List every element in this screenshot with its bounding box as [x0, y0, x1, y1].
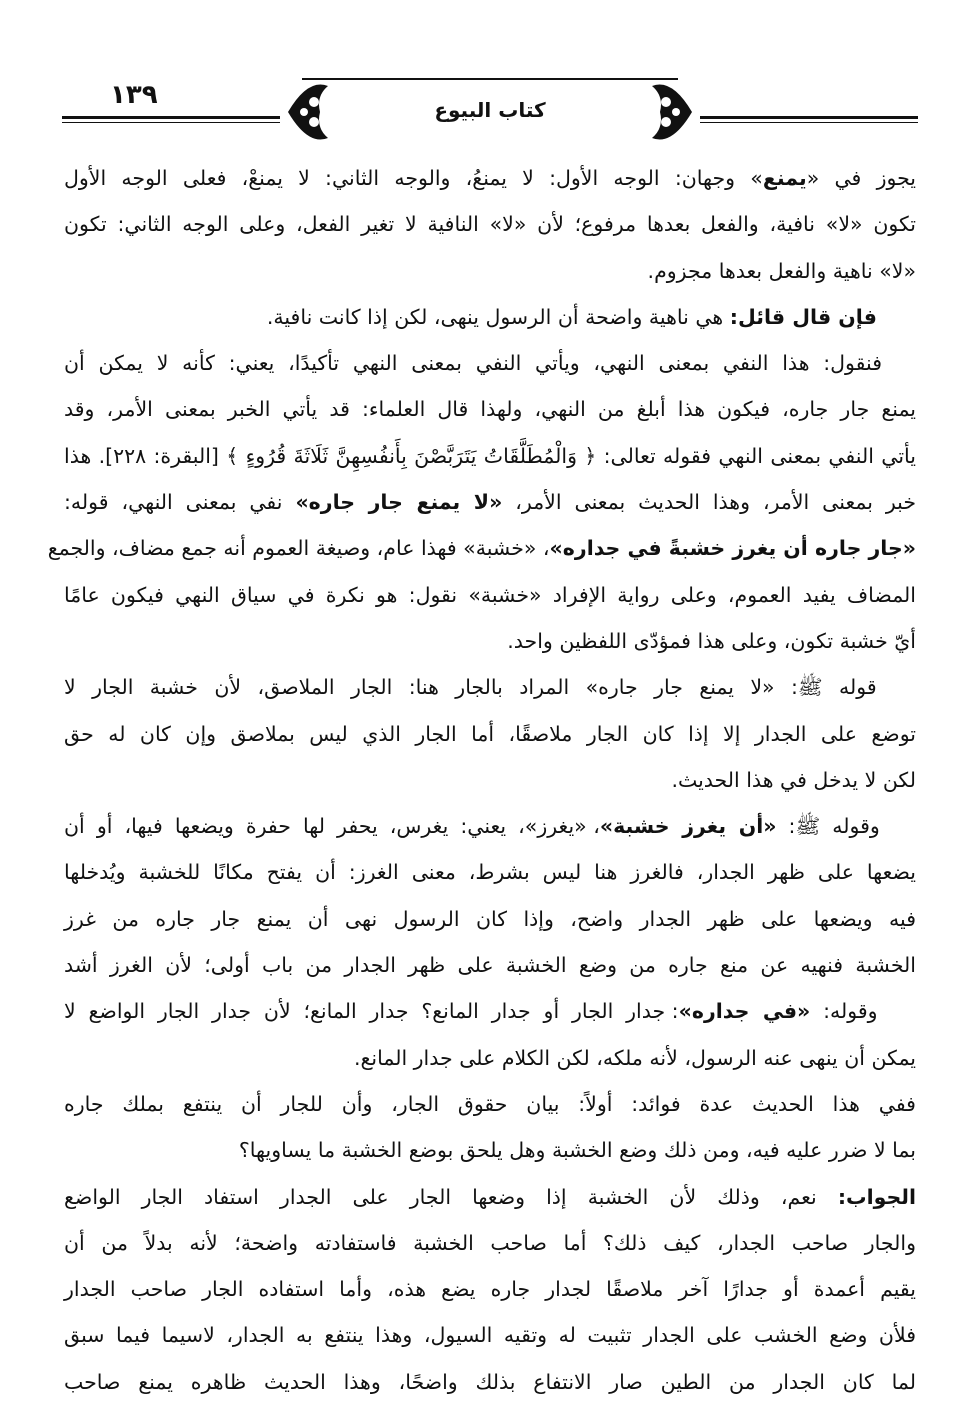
page-header — [62, 72, 918, 152]
text-line — [64, 667, 916, 713]
text-segment: يقيم أعمدة أو جدارًا آخر ملاصقًا لجدار جاره يضع هذه، وأما استفاده الجار صاحب الجدار — [64, 1277, 916, 1302]
text-segment: يمكن أن ينهى عنه الرسول، لأنه ملكه، لكن الكلام على جدار المانع. — [353, 1045, 916, 1070]
text-segment: وقوله ﷺ: — [776, 814, 917, 839]
text-line — [64, 1223, 916, 1269]
text-line — [64, 899, 916, 945]
text-line — [64, 1315, 916, 1361]
text-line — [64, 482, 916, 528]
text-segment: ففي هذا الحديث عدة فوائد: أولاً: بيان حقوق الجار، وأن للجار أن ينتفع بملك جاره — [64, 1091, 916, 1116]
text-line — [64, 1177, 916, 1223]
text-line — [64, 575, 916, 621]
bold-text-segment: «جار جاره أن يغرز خشبةً في جداره» — [549, 536, 916, 561]
text-line — [64, 806, 916, 852]
text-line — [64, 1084, 916, 1130]
text-segment: أيّ خشبة تكون، وعلى هذا فمؤدّى اللفظين واحد. — [507, 628, 916, 653]
text-segment: بما لا ضرر عليه فيه، ومن ذلك وضع الخشبة وهل يلحق بوضع الخشبة ما يساويها؟ — [238, 1138, 916, 1163]
ornament-right-icon — [644, 76, 700, 148]
text-segment: المضاف يفيد العموم، وعلى رواية الإفراد «خشبة» نقول: هو نكرة في سياق النهي فيكون عامًا — [64, 582, 916, 607]
text-line — [64, 436, 916, 482]
bold-text-segment: «في جداره» — [678, 999, 811, 1024]
text-segment: يأتي النفي بمعنى النهي فقوله تعالى: ﴿ وَالْمُطَلَّقَاتُ يَتَرَبَّصْنَ بِأَنفُسِهِنَّ ثَلَاثَةَ قُرُوءٍ ﴾ [البقرة: ٢٢٨]. هذا — [64, 443, 916, 468]
text-line — [64, 714, 916, 760]
text-line — [64, 1038, 916, 1084]
text-line — [64, 389, 916, 435]
page-body-text — [47, 158, 917, 1408]
text-segment: فنقول: هذا النفي بمعنى النهي، ويأتي النفي بمعنى النهي تأكيدًا، يعني: كأنه لا يمكن أن — [64, 351, 916, 376]
text-segment: الخشبة فنهيه عن منع جاره من وضع الخشبة على ظهر الجدار من باب أولى؛ لأن الغرز أشد — [64, 953, 916, 978]
text-segment: : جدار الجار أو جدار المانع؟ جدار المانع؛ لأن جدار الجار الواضع لا — [64, 999, 679, 1024]
chapter-title: كتاب البيوع — [434, 98, 546, 122]
text-line — [64, 204, 916, 250]
bold-text-segment: الجواب: — [837, 1184, 916, 1209]
text-segment: تكون «لا» نافية، والفعل بعدها مرفوع؛ لأن «لا» النافية لا تغير الفعل، وعلى الوجه الثاني: تكون — [64, 212, 916, 237]
text-segment: فلأن وضع الخشب على الجدار تثبيت له وتقيه السيول، وهذا ينتفع به الجدار، لاسيما فيما سبق — [64, 1323, 916, 1348]
text-segment: يمنع جار جاره، فيكون هذا أبلغ من النهي، ولهذا قال العلماء: قد يأتي الخبر بمعنى الأمر، وقد — [64, 397, 916, 422]
bold-text-segment: «لا يمنع جار جاره» — [295, 490, 503, 515]
bold-text-segment: فإن قال قائل: — [729, 304, 877, 329]
text-segment: ، «يغرز»، يعني: يغرس، يحفر لها حفرة ويضعها فيها، أو أن — [64, 814, 600, 839]
text-segment: يجوز في « — [806, 166, 917, 190]
text-line — [64, 1269, 916, 1315]
header-top-rule — [302, 78, 678, 80]
text-line — [64, 991, 916, 1037]
text-segment: لما كان الجدار من الطين صار الانتفاع بذلك واضحًا، وهذا الحديث ظاهره يمنع صاحب — [64, 1369, 916, 1394]
text-segment: فيه ويضعها على ظهر الجدار واضح، وإذا كان الرسول نهى أن يمنع جار جاره من غرز — [64, 906, 916, 931]
text-segment: والجار صاحب الجدار، كيف ذلك؟ أما صاحب الخشبة فاستفادته واضحة؛ لأنه بدلاً من أن — [64, 1230, 916, 1255]
text-segment: نفي بمعنى النهي، قوله: — [64, 490, 296, 515]
text-line — [64, 251, 916, 297]
text-segment: نعم، وذلك لأن الخشبة إذا وضعها الجار على الجدار استفاد الجار الواضع — [64, 1184, 838, 1209]
text-segment: قوله ﷺ: «لا يمنع جار جاره» المراد بالجار هنا: الجار الملاصق، لأن خشبة الجار لا — [64, 675, 916, 700]
text-line — [64, 760, 916, 806]
text-segment: ، «خشبة» فهذا عام، وصيغة العموم أنه جمع مضاف، والجمع — [47, 536, 550, 561]
text-line — [64, 852, 916, 898]
bold-text-segment: يمنع — [762, 166, 807, 190]
text-line — [64, 945, 916, 991]
text-segment: وقوله: — [810, 999, 916, 1024]
text-line — [64, 297, 916, 343]
text-segment: توضع على الجدار إلا إذا كان الجار ملاصقًا، أما الجار الذي ليس بملاصق وإن كان له حق — [64, 721, 916, 746]
text-segment: لكن لا يدخل في هذا الحديث. — [671, 767, 916, 792]
text-segment: » وجهان: الوجه الأول: لا يمنعُ، والوجه الثاني: لا يمنعْ، فعلى الوجه الأول — [64, 166, 763, 190]
text-line — [64, 343, 916, 389]
text-line — [64, 621, 916, 667]
page-number: ١٣٩ — [110, 80, 158, 110]
bold-text-segment: «أن يغرز خشبة» — [599, 814, 777, 839]
text-segment: هي ناهية واضحة أن الرسول ينهى، لكن إذا كانت نافية. — [266, 304, 730, 329]
text-line — [64, 1362, 916, 1408]
text-line — [47, 528, 916, 574]
text-segment: يضعها على ظهر الجدار، فالغرز هنا ليس بشرط، معنى الغرز: أن يفتح مكانًا للخشبة ويُدخلها — [64, 860, 916, 885]
text-line — [64, 158, 916, 204]
text-line — [64, 1130, 916, 1176]
text-segment: خبر بمعنى الأمر، وهذا الحديث بمعنى الأمر، — [502, 490, 917, 515]
text-segment: «لا» ناهية والفعل بعدها مجزوم. — [647, 258, 916, 283]
text-segment — [877, 305, 916, 329]
